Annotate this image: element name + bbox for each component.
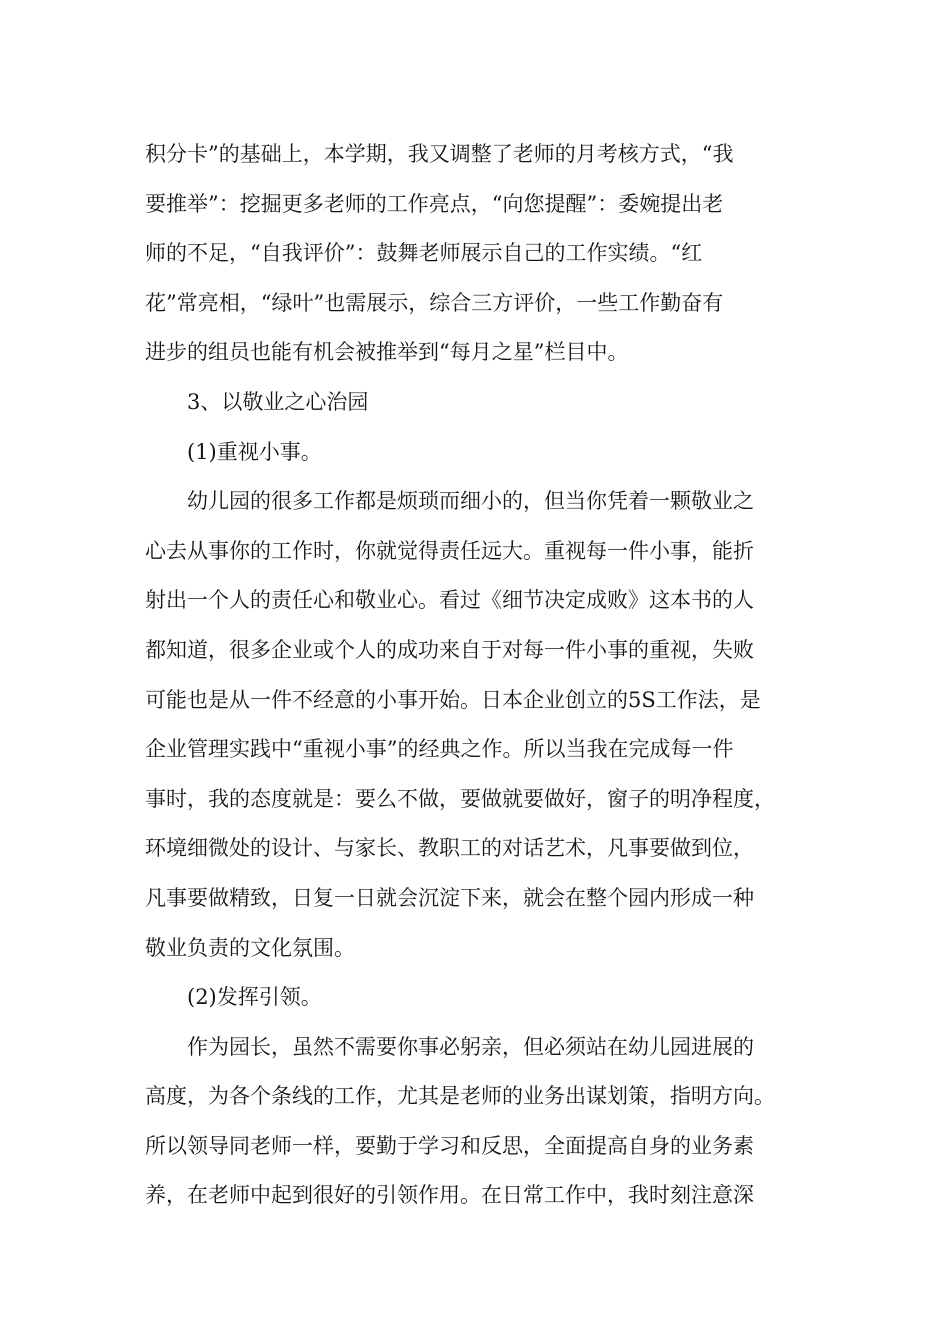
text-line: 都知道，很多企业或个人的成功来自于对每一件小事的重视，失败 — [145, 637, 754, 662]
body-text — [145, 130, 815, 1221]
text-line: 花”常亮相，“绿叶”也需展示，综合三方评价，一些工作勤奋有 — [145, 290, 724, 315]
text-line: 积分卡”的基础上，本学期，我又调整了老师的月考核方式，“我 — [145, 142, 734, 166]
text-line: 凡事要做精致，日复一日就会沉淀下来，就会在整个园内形成一种 — [145, 885, 754, 910]
text-line: 要推举”：挖掘更多老师的工作亮点，“向您提醒”：委婉提出老 — [145, 191, 724, 216]
subsection-heading: (2)发挥引领。 — [187, 985, 322, 1010]
text-line: 射出一个人的责任心和敬业心。看过《细节决定成败》这本书的人 — [145, 588, 754, 613]
text-line: 养，在老师中起到很好的引领作用。在日常工作中，我时刻注意深 — [145, 1183, 754, 1208]
text-line: 企业管理实践中“重视小事”的经典之作。所以当我在完成每一件 — [145, 737, 734, 762]
text-line: 师的不足，“自我评价”：鼓舞老师展示自己的工作实绩。“红 — [145, 241, 703, 266]
text-line: 高度，为各个条线的工作，尤其是老师的业务出谋划策，指明方向。 — [145, 1084, 775, 1109]
text-line: 可能也是从一件不经意的小事开始。日本企业创立的5S工作法，是 — [145, 687, 761, 712]
text-line: 环境细微处的设计、与家长、教职工的对话艺术，凡事要做到位， — [145, 836, 754, 861]
text-line: 事时，我的态度就是：要么不做，要做就要做好，窗子的明净程度， — [145, 786, 775, 811]
text-line: 进步的组员也能有机会被推举到“每月之星”栏目中。 — [145, 340, 629, 365]
text-line: 心去从事你的工作时，你就觉得责任远大。重视每一件小事，能折 — [145, 538, 754, 563]
subsection-heading: (1)重视小事。 — [187, 439, 322, 464]
text-line: 敬业负责的文化氛围。 — [145, 935, 355, 960]
section-heading: 3、以敬业之心治园 — [187, 389, 369, 414]
paragraph-start-line: 作为园长，虽然不需要你事必躬亲，但必须站在幼儿园进展的 — [187, 1034, 754, 1059]
text-line: 所以领导同老师一样，要勤于学习和反思，全面提高自身的业务素 — [145, 1133, 754, 1158]
paragraph-start-line: 幼儿园的很多工作都是烦琐而细小的，但当你凭着一颗敬业之 — [187, 489, 754, 514]
